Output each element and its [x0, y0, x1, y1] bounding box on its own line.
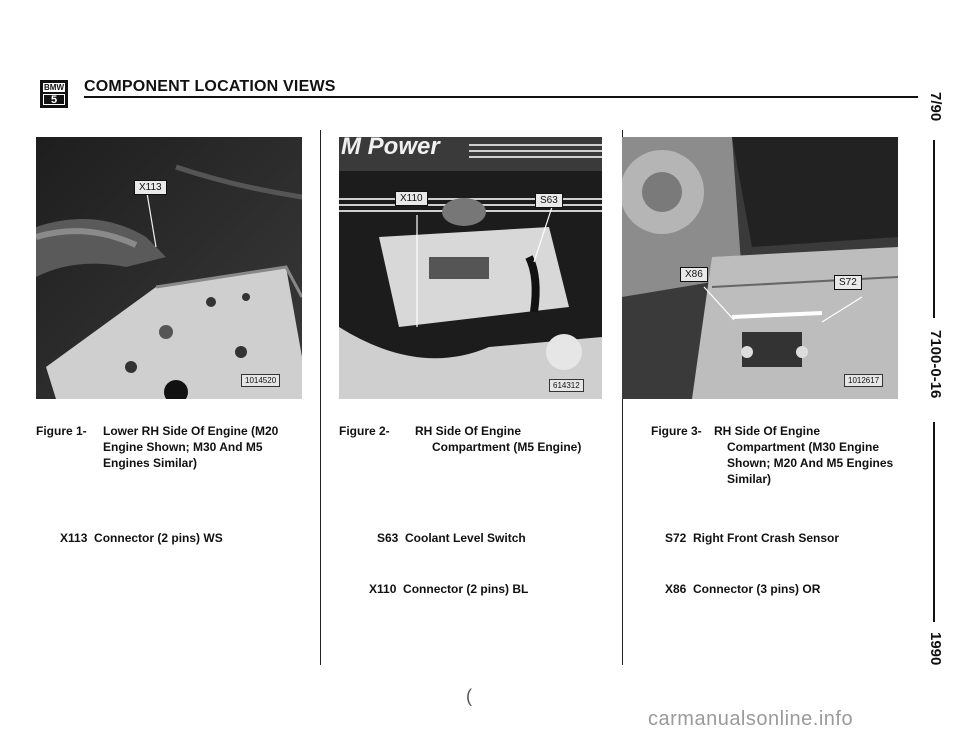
logo-brand: BMW — [44, 83, 64, 92]
header-rule — [84, 96, 918, 98]
figure-3-caption-line: Compartment (M30 Engine — [727, 440, 880, 454]
logo-series: 5 — [43, 94, 65, 105]
side-line-1 — [933, 140, 935, 318]
column-divider-1 — [320, 130, 321, 665]
figure-3-caption-line: Similar) — [727, 472, 772, 486]
legend-entry: X110 Connector (2 pins) BL — [369, 582, 529, 596]
figure-1-label: Figure 1- — [36, 424, 87, 438]
side-page-code: 7100-0-16 — [927, 330, 944, 399]
bmw-5-logo — [40, 80, 68, 108]
side-year: 1990 — [927, 632, 944, 666]
legend-entry: X113 Connector (2 pins) WS — [60, 531, 223, 545]
figure-1-legend — [60, 496, 223, 564]
side-line-2 — [933, 422, 935, 622]
tag-x113: X113 — [134, 180, 167, 195]
figure-3-photo — [622, 137, 898, 399]
figure-3-label: Figure 3- — [651, 424, 702, 438]
figure-1-illustration — [36, 137, 302, 399]
figure-1-caption-line: Engine Shown; M30 And M5 — [103, 440, 263, 454]
side-date: 7/90 — [927, 92, 944, 122]
legend-entry: X86 Connector (3 pins) OR — [665, 582, 821, 596]
legend-entry: S63 Coolant Level Switch — [377, 531, 526, 545]
page-title: COMPONENT LOCATION VIEWS — [84, 78, 336, 95]
tag-x86: X86 — [680, 267, 708, 282]
figure-2-caption — [339, 423, 619, 454]
figure-2-image-number: 614312 — [549, 379, 584, 392]
page-mark: ( — [466, 686, 472, 706]
figure-1-image-number: 1014520 — [241, 374, 280, 387]
figure-1-caption — [36, 423, 316, 470]
figure-2-photo — [339, 137, 602, 399]
tag-s63: S63 — [535, 193, 563, 208]
figure-2-caption-line: Compartment (M5 Engine) — [432, 440, 582, 454]
legend-entry: S72 Right Front Crash Sensor — [665, 531, 840, 545]
figure-3-caption-line: Shown; M20 And M5 Engines — [727, 456, 894, 470]
tag-s72: S72 — [834, 275, 862, 290]
figure-1-caption-line: Lower RH Side Of Engine (M20 — [103, 424, 279, 438]
figure-3-image-number: 1012617 — [844, 374, 883, 387]
figure-2-caption-line: RH Side Of Engine — [415, 424, 522, 438]
figure-2-legend — [369, 496, 528, 615]
figure-2-illustration — [339, 137, 602, 399]
figure-1-photo — [36, 137, 302, 399]
figure-1-caption-line: Engines Similar) — [103, 456, 198, 470]
tag-x110: X110 — [395, 191, 428, 206]
figure-3-caption-line: RH Side Of Engine — [714, 424, 821, 438]
figure-3-illustration — [622, 137, 898, 399]
watermark: carmanualsonline.info — [648, 708, 854, 730]
figure-2-label: Figure 2- — [339, 424, 390, 438]
figure-3-legend — [665, 496, 839, 615]
figure-3-caption — [651, 423, 901, 486]
photo-m-power-text: M Power — [341, 137, 440, 160]
